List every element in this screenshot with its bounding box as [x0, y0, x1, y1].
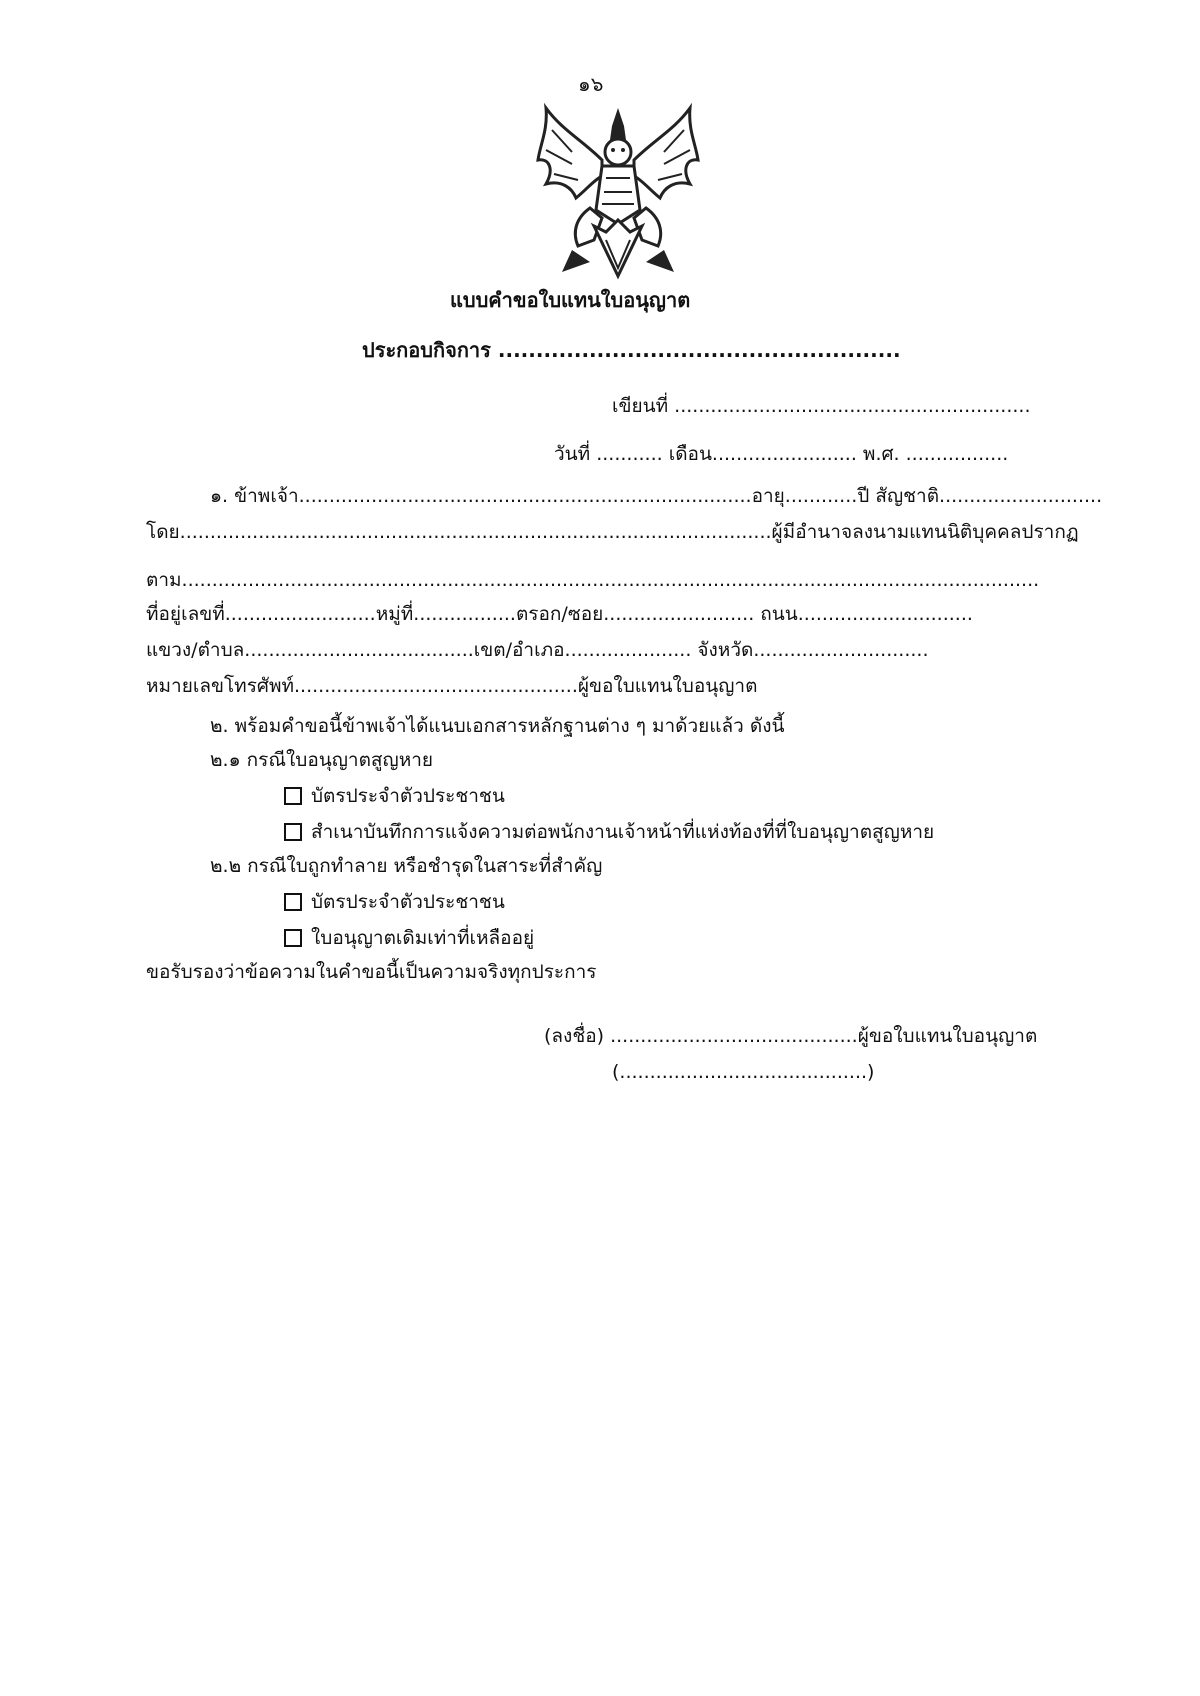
case-lost-option-police-report[interactable]: สำเนาบันทึกการแจ้งความต่อพนักงานเจ้าหน้าที่แห่งท้องที่ที่ใบอนุญาตสูญหาย	[284, 818, 934, 846]
signature-name-line: (.........................................)	[612, 1061, 875, 1083]
case-lost-option-id-card[interactable]: บัตรประจำตัวประชาชน	[284, 782, 505, 810]
written-at-line: เขียนที่ ...........................................................	[612, 395, 1031, 417]
form-title: แบบคำขอใบแทนใบอนุญาต	[450, 288, 691, 312]
according-line: ตาม..............................................................................................................................................	[146, 569, 1040, 591]
address-line: ที่อยู่เลขที่.........................หมู่ที่.................ตรอก/ซอย......................... ถนน.............................	[146, 603, 973, 625]
garuda-emblem	[532, 100, 704, 280]
page-number: ๑๖	[578, 72, 604, 96]
case-lost-heading: ๒.๑ กรณีใบอนุญาตสูญหาย	[210, 749, 434, 771]
case-damaged-option-id-card[interactable]: บัตรประจำตัวประชาชน	[284, 888, 505, 916]
district-line: แขวง/ตำบล......................................เขต/อำเภอ..................... จังหวัด.............................	[146, 639, 929, 661]
applicant-line: ๑. ข้าพเจ้า...........................................................................อายุ............ปี สัญชาติ...........................	[210, 485, 1103, 507]
signature-line: (ลงชื่อ) .........................................ผู้ขอใบแทนใบอนุญาต	[544, 1025, 1038, 1047]
authority-line: โดย..................................................................................................ผู้มีอำนาจลงนามแทนนิติบุคคลปรากฏ	[146, 521, 1079, 543]
case-damaged-heading: ๒.๒ กรณีใบถูกทำลาย หรือชำรุดในสาระที่สำคัญ	[210, 855, 603, 877]
business-line: ประกอบกิจการ .....................................................	[362, 338, 901, 362]
checkbox[interactable]	[284, 929, 302, 947]
date-line: วันที่ ........... เดือน........................ พ.ศ. .................	[554, 443, 1009, 465]
attachments-intro: ๒. พร้อมคำขอนี้ข้าพเจ้าได้แนบเอกสารหลักฐานต่าง ๆ มาด้วยแล้ว ดังนี้	[210, 715, 785, 737]
checkbox[interactable]	[284, 893, 302, 911]
checkbox[interactable]	[284, 787, 302, 805]
certification-text: ขอรับรองว่าข้อความในคำขอนี้เป็นความจริงทุกประการ	[146, 961, 597, 983]
case-damaged-option-original-license[interactable]: ใบอนุญาตเดิมเท่าที่เหลืออยู่	[284, 924, 534, 952]
phone-line: หมายเลขโทรศัพท์...............................................ผู้ขอใบแทนใบอนุญาต	[146, 675, 758, 697]
checkbox[interactable]	[284, 823, 302, 841]
